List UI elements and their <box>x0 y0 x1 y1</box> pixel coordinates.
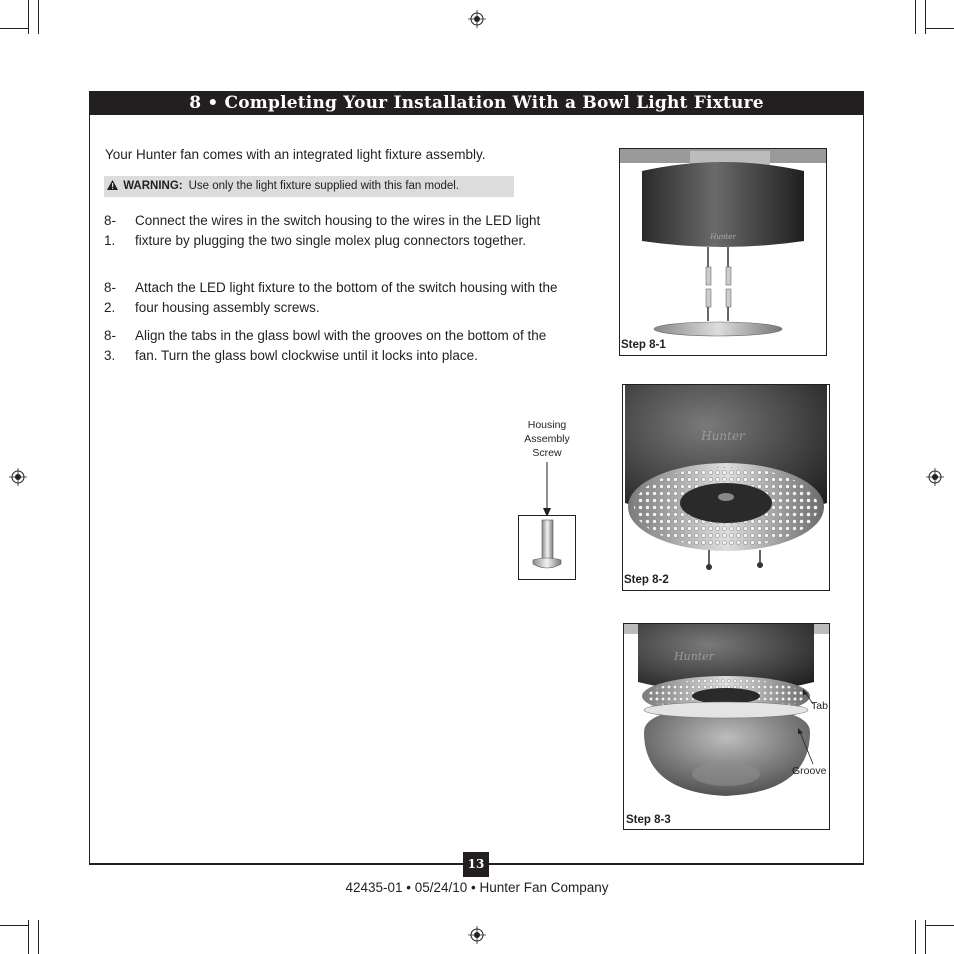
brand-mark: Hunter <box>710 233 736 241</box>
screw-callout-arrow <box>540 462 554 518</box>
crop-mark <box>28 920 29 954</box>
fan-housing-wiring-illustration <box>620 149 826 355</box>
step-8-1-label: Step 8-1 <box>621 339 666 351</box>
screw-icon <box>519 516 575 579</box>
step-text: Align the tabs in the glass bowl with the grooves on the bottom of the fan. Turn the glass bowl clockwise until it locks into place. <box>135 328 547 363</box>
step-number: 8-3. <box>104 328 117 363</box>
screw-figure <box>518 515 576 580</box>
groove-label: Groove <box>792 765 827 777</box>
crop-mark <box>28 0 29 34</box>
section-title: 8 • Completing Your Installation With a Bowl Light Fixture <box>89 91 864 115</box>
page-number: 13 <box>463 852 489 877</box>
crop-mark <box>0 925 28 926</box>
crop-mark <box>0 28 28 29</box>
step-8-2-label: Step 8-2 <box>624 574 669 586</box>
crop-mark <box>38 920 39 954</box>
glass-bowl-installation-illustration <box>624 624 829 829</box>
step-8-3-label: Step 8-3 <box>626 814 671 826</box>
registration-mark-icon <box>468 926 486 944</box>
crop-mark <box>926 925 954 926</box>
crop-mark <box>915 920 916 954</box>
led-fixture-attachment-illustration <box>623 385 829 590</box>
step-8-2-figure <box>622 384 830 591</box>
warning-box <box>104 176 514 197</box>
footer-text: 42435-01 • 05/24/10 • Hunter Fan Company <box>345 880 609 895</box>
crop-mark <box>915 0 916 34</box>
tab-label: Tab <box>811 700 828 712</box>
warning-icon <box>107 180 118 190</box>
registration-mark-icon <box>468 10 486 28</box>
brand-mark: Hunter <box>701 429 745 443</box>
step-8-1-figure <box>619 148 827 356</box>
step-number: 8-2. <box>104 280 117 315</box>
step-8-3-figure <box>623 623 830 830</box>
brand-mark: Hunter <box>674 650 714 663</box>
warning-label: WARNING: <box>123 180 183 192</box>
crop-mark <box>926 28 954 29</box>
registration-mark-icon <box>926 468 944 486</box>
step-number: 8-1. <box>104 213 117 248</box>
intro-text: Your Hunter fan comes with an integrated light fixture assembly. <box>105 147 486 162</box>
registration-mark-icon <box>9 468 27 486</box>
crop-mark <box>38 0 39 34</box>
screw-callout-label: Housing Assembly Screw <box>524 419 570 459</box>
step-text: Connect the wires in the switch housing to the wires in the LED light fixture by plugging the two single molex plug connectors together. <box>135 213 541 248</box>
step-text: Attach the LED light fixture to the bottom of the switch housing with the four housing assembly screws. <box>135 280 558 315</box>
warning-text: Use only the light fixture supplied with this fan model. <box>188 180 460 192</box>
